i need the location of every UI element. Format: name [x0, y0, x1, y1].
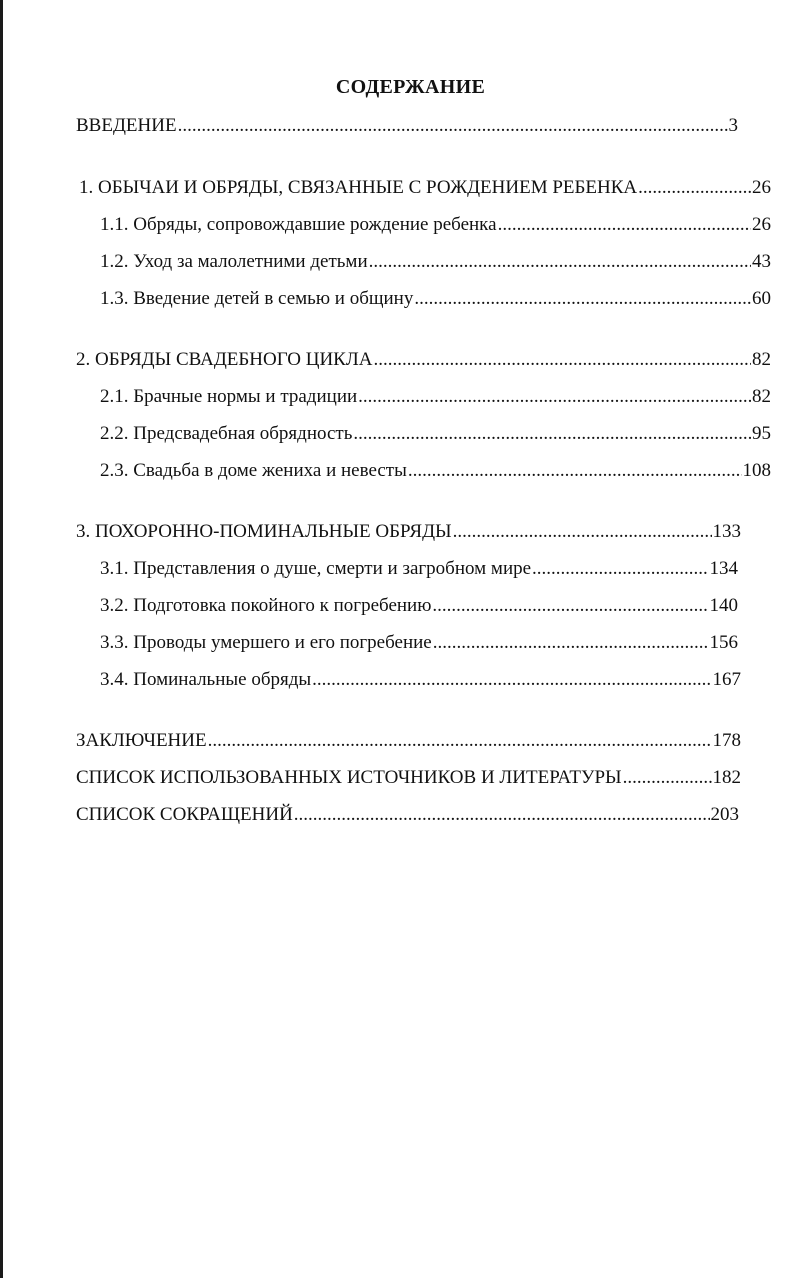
toc-entry-page: 82: [752, 386, 771, 407]
toc-entry-section-3-2[interactable]: [100, 594, 738, 618]
toc-entry-page: 26: [752, 177, 771, 198]
toc-entry-label: 2.1. Брачные нормы и традиции: [100, 386, 358, 407]
toc-entry-label: ВВЕДЕНИЕ: [76, 115, 177, 136]
toc-entry-section-3-1[interactable]: [100, 557, 738, 581]
toc-entry-label: 2.2. Предсвадебная обрядность: [100, 423, 353, 444]
toc-leader-dots: [294, 803, 710, 827]
toc-entry-label: 1. ОБЫЧАИ И ОБРЯДЫ, СВЯЗАННЫЕ С РОЖДЕНИЕМ РЕБЕНКА: [79, 177, 638, 198]
toc-leader-dots: [638, 176, 751, 200]
toc-entry-section-3-4[interactable]: [100, 668, 741, 692]
toc-entry-label: 3. ПОХОРОННО-ПОМИНАЛЬНЫЕ ОБРЯДЫ: [76, 521, 452, 542]
toc-entry-page: 82: [752, 349, 771, 370]
toc-entry-page: 133: [712, 521, 741, 542]
toc-entry-label: 3.2. Подготовка покойного к погребению: [100, 595, 432, 616]
toc-entry-conclusion[interactable]: [76, 729, 741, 753]
toc-entry-page: 60: [752, 288, 771, 309]
toc-leader-dots: [623, 766, 712, 790]
toc-leader-dots: [369, 250, 751, 274]
toc-entry-section-2-1[interactable]: [100, 385, 771, 409]
toc-leader-dots: [312, 668, 711, 692]
toc-entry-chapter-3[interactable]: [76, 520, 741, 544]
toc-entry-page: 43: [752, 251, 771, 272]
toc-entry-page: 140: [709, 595, 738, 616]
toc-entry-page: 182: [712, 767, 741, 788]
toc-entry-label: 1.3. Введение детей в семью и общину: [100, 288, 414, 309]
toc-entry-section-2-2[interactable]: [100, 422, 771, 446]
toc-entry-chapter-1[interactable]: [79, 176, 771, 200]
toc-entry-page: 95: [752, 423, 771, 444]
toc-leader-dots: [353, 422, 751, 446]
toc-entry-section-3-3[interactable]: [100, 631, 738, 655]
toc-entry-label: 3.4. Поминальные обряды: [100, 669, 312, 690]
toc-entry-page: 108: [742, 460, 771, 481]
toc-leader-dots: [433, 631, 709, 655]
toc-entry-label: 2. ОБРЯДЫ СВАДЕБНОГО ЦИКЛА: [76, 349, 373, 370]
toc-leader-dots: [408, 459, 742, 483]
toc-entry-label: ЗАКЛЮЧЕНИЕ: [76, 730, 207, 751]
toc-entry-abbreviations[interactable]: [76, 803, 739, 827]
toc-entry-page: 203: [710, 804, 739, 825]
toc-leader-dots: [532, 557, 708, 581]
toc-entry-page: 167: [712, 669, 741, 690]
toc-leader-dots: [178, 114, 728, 138]
toc-entry-section-1-3[interactable]: [100, 287, 771, 311]
toc-entry-page: 3: [728, 115, 738, 136]
toc-entry-label: СПИСОК СОКРАЩЕНИЙ: [76, 804, 293, 825]
toc-leader-dots: [208, 729, 712, 753]
toc-leader-dots: [358, 385, 751, 409]
toc-leader-dots: [414, 287, 751, 311]
toc-entry-label: 1.2. Уход за малолетними детьми: [100, 251, 368, 272]
toc-entry-bibliography[interactable]: [76, 766, 741, 790]
toc-leader-dots: [498, 213, 751, 237]
toc-entry-label: 3.1. Представления о душе, смерти и загробном мире: [100, 558, 532, 579]
toc-entry-chapter-2[interactable]: [76, 348, 771, 372]
toc-entry-introduction[interactable]: [76, 114, 738, 138]
toc-entry-page: 156: [709, 632, 738, 653]
toc-entry-page: 26: [752, 214, 771, 235]
toc-entry-label: 1.1. Обряды, сопровождавшие рождение ребенка: [100, 214, 497, 235]
toc-title: СОДЕРЖАНИЕ: [335, 76, 486, 98]
toc-leader-dots: [432, 594, 708, 618]
toc-leader-dots: [373, 348, 751, 372]
toc-entry-section-1-1[interactable]: [100, 213, 771, 237]
toc-entry-label: 3.3. Проводы умершего и его погребение: [100, 632, 432, 653]
toc-entry-label: СПИСОК ИСПОЛЬЗОВАННЫХ ИСТОЧНИКОВ И ЛИТЕРАТУРЫ: [76, 767, 622, 788]
toc-entry-page: 178: [712, 730, 741, 751]
toc-entry-label: 2.3. Свадьба в доме жениха и невесты: [100, 460, 407, 481]
toc-entry-page: 134: [709, 558, 738, 579]
toc-entry-section-2-3[interactable]: [100, 459, 771, 483]
toc-leader-dots: [453, 520, 712, 544]
toc-entry-section-1-2[interactable]: [100, 250, 771, 274]
